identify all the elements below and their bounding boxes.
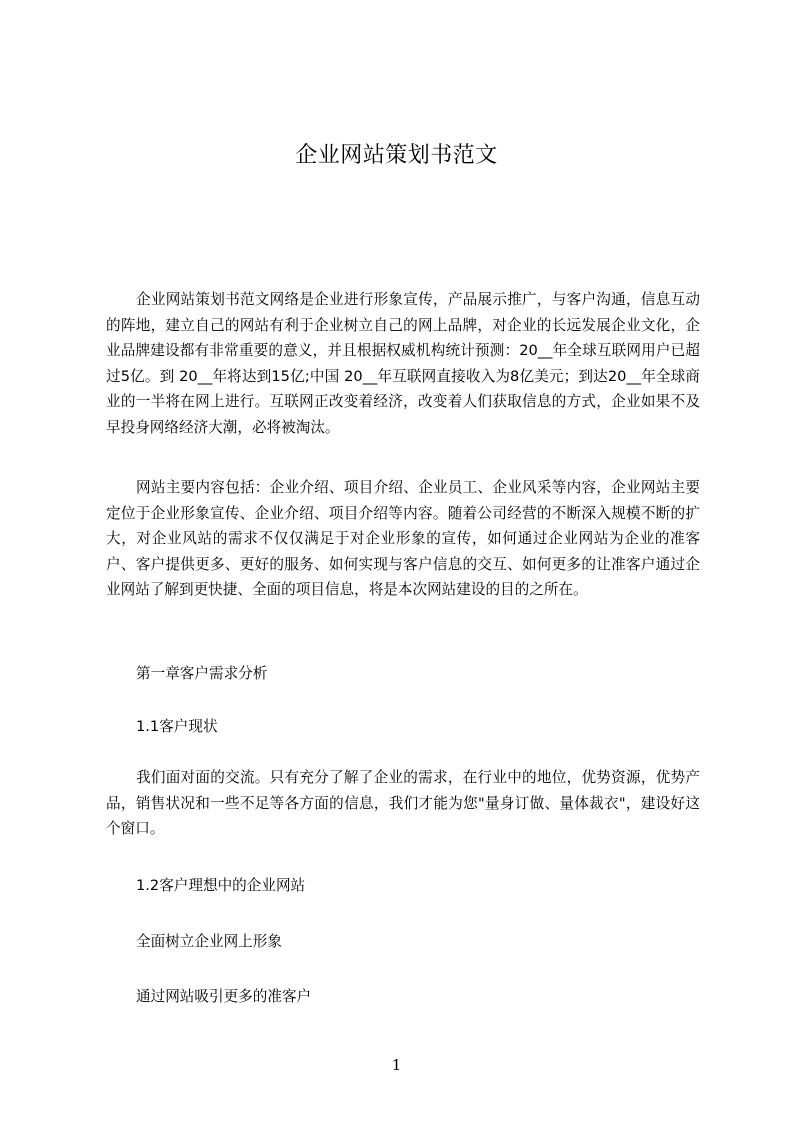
paragraph-intro: 企业网站策划书范文网络是企业进行形象宣传，产品展示推广，与客户沟通，信息互动的阵地，建立自己的网站有利于企业树立自己的网上品牌，对企业的长远发展企业文化，企业品牌建设都有非常重要的意义，并且根据权威机构统计预测：20__年全球互联网用户已超过5亿。到 20__年将达到15亿;中国 20__年互联网直接收入为8亿美元；到达20__年全球商业的一半将在网上进行。互联网正改变着经济，改变着人们获取信息的方式，企业如果不及早投身网络经济大潮，必将被淘汰。	[106, 291, 700, 436]
document-title: 企业网站策划书范文	[295, 143, 498, 168]
list-item: 通过网站吸引更多的准客户	[136, 988, 312, 1005]
paragraph-status: 我们面对面的交流。只有充分了解了企业的需求，在行业中的地位，优势资源，优势产品，销售状况和一些不足等各方面的信息，我们才能为您"量身订做、量体裁衣"，建设好这个窗口。	[106, 769, 700, 838]
section-heading-1-2: 1.2客户理想中的企业网站	[136, 877, 306, 894]
chapter-heading: 第一章客户需求分析	[136, 665, 268, 682]
section-heading-1-1: 1.1客户现状	[136, 718, 218, 735]
paragraph-content: 网站主要内容包括：企业介绍、项目介绍、企业员工、企业风采等内容，企业网站主要定位于企业形象宣传、企业介绍、项目介绍等内容。随着公司经营的不断深入规模不断的扩大，对企业风站的需求不仅仅满足于对企业形象的宣传，如何通过企业网站为企业的准客户、客户提供更多、更好的服务、如何实现与客户信息的交互、如何更多的让准客户通过企业网站了解到更快捷、全面的项目信息，将是本次网站建设的目的之所在。	[106, 479, 700, 599]
list-item: 全面树立企业网上形象	[136, 933, 282, 950]
page-number: 1	[391, 1056, 402, 1074]
